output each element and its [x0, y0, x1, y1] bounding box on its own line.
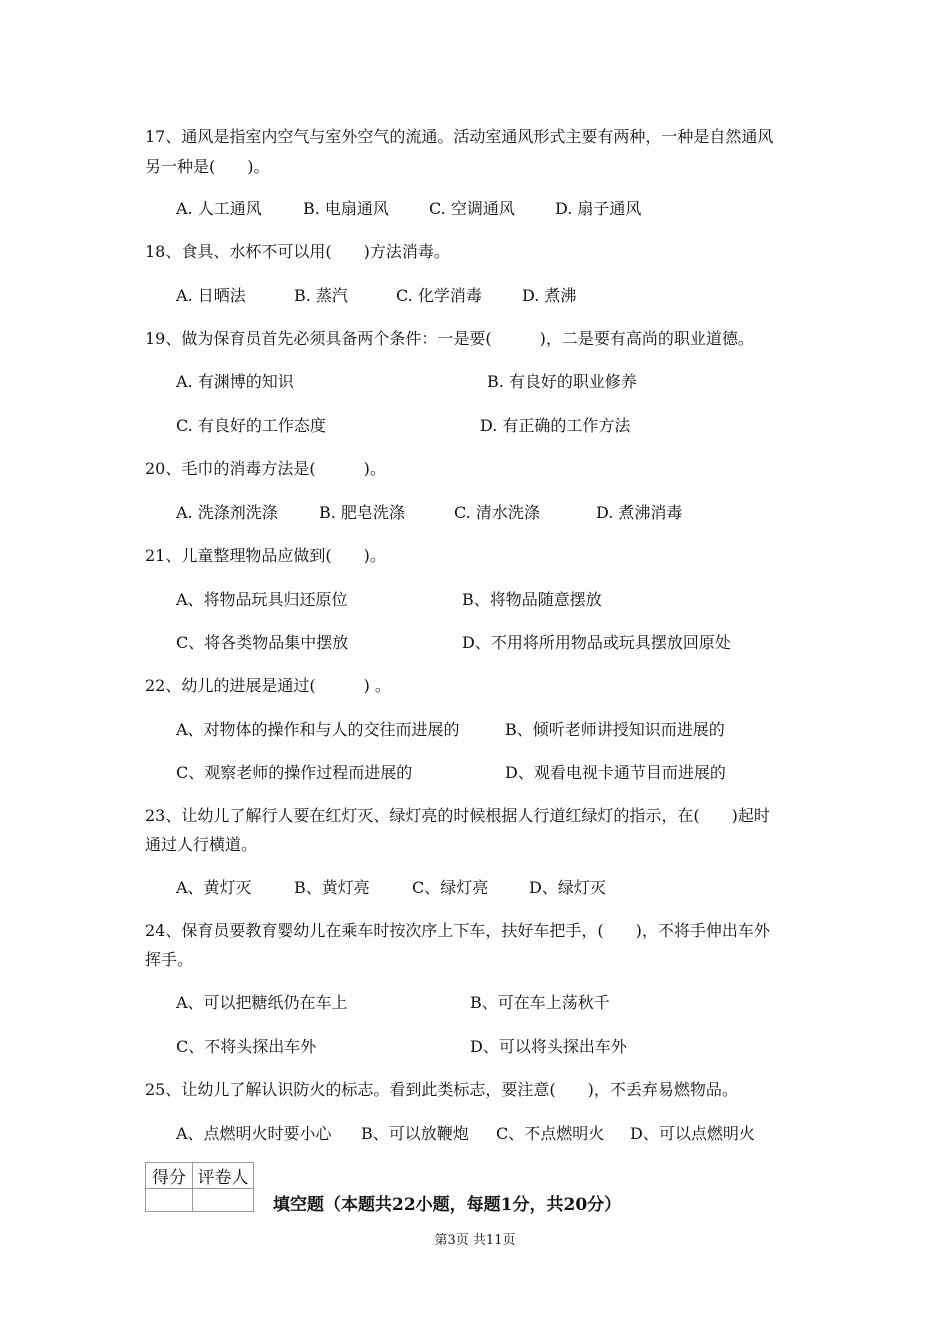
- question-18-option-a: A. 日晒法: [176, 286, 246, 305]
- question-22-line-1: 22、幼儿的进展是通过( ) 。: [145, 676, 391, 695]
- section-title: 填空题（本题共22小题，每题1分，共20分）: [273, 1195, 622, 1215]
- question-25-option-b: B、可以放鞭炮: [361, 1124, 469, 1143]
- question-23-option-d: D、绿灯灭: [529, 878, 606, 897]
- reviewer-label: 评卷人: [193, 1163, 254, 1189]
- question-17-option-b: B. 电扇通风: [303, 199, 389, 218]
- question-20-option-b: B. 肥皂洗涤: [319, 503, 405, 522]
- score-table: [145, 1162, 254, 1212]
- question-17-line-2: 另一种是( )。: [145, 157, 270, 176]
- question-17-option-a: A. 人工通风: [176, 199, 262, 218]
- question-23-line-2: 通过人行横道。: [145, 835, 258, 854]
- question-23-option-b: B、黄灯亮: [294, 878, 370, 897]
- question-22-option-c: C、观察老师的操作过程而进展的: [176, 763, 413, 782]
- score-label: 得分: [146, 1163, 193, 1189]
- question-24-option-a: A、可以把糖纸仍在车上: [176, 993, 348, 1012]
- question-22-option-d: D、观看电视卡通节目而进展的: [505, 763, 726, 782]
- question-21-line-1: 21、儿童整理物品应做到( )。: [145, 546, 386, 565]
- score-cell: [146, 1189, 193, 1212]
- question-19-option-b: B. 有良好的职业修养: [487, 372, 637, 391]
- question-20-option-c: C. 清水洗涤: [454, 503, 540, 522]
- question-25-line-1: 25、让幼儿了解认识防火的标志。看到此类标志，要注意( )，不丢弃易燃物品。: [145, 1080, 738, 1099]
- page-footer: 第3页 共11页: [434, 1233, 516, 1248]
- question-25-option-c: C、不点燃明火: [496, 1124, 605, 1143]
- question-24-line-2: 挥手。: [145, 950, 194, 969]
- question-19-option-c: C. 有良好的工作态度: [176, 416, 326, 435]
- question-21-option-c: C、将各类物品集中摆放: [176, 633, 349, 652]
- question-24-line-1: 24、保育员要教育婴幼儿在乘车时按次序上下车，扶好车把手，( )，不将手伸出车外: [145, 921, 770, 940]
- question-23-option-a: A、黄灯灭: [176, 878, 252, 897]
- question-17-option-c: C. 空调通风: [429, 199, 515, 218]
- question-24-option-c: C、不将头探出车外: [176, 1037, 317, 1056]
- question-17-option-d: D. 扇子通风: [555, 199, 642, 218]
- question-23-line-1: 23、让幼儿了解行人要在红灯灭、绿灯亮的时候根据人行道红绿灯的指示，在( )起时: [145, 806, 770, 825]
- question-25-option-a: A、点燃明火时要小心: [176, 1124, 332, 1143]
- question-18-option-b: B. 蒸汽: [294, 286, 348, 305]
- question-21-option-b: B、将物品随意摆放: [462, 590, 602, 609]
- question-19-option-d: D. 有正确的工作方法: [480, 416, 631, 435]
- question-21-option-d: D、不用将所用物品或玩具摆放回原处: [462, 633, 731, 652]
- question-25-option-d: D、可以点燃明火: [630, 1124, 755, 1143]
- question-20-option-a: A. 洗涤剂洗涤: [176, 503, 278, 522]
- question-22-option-b: B、倾听老师讲授知识而进展的: [505, 720, 725, 739]
- question-18-option-d: D. 煮沸: [522, 286, 577, 305]
- question-17-line-1: 17、通风是指室内空气与室外空气的流通。活动室通风形式主要有两种，一种是自然通风: [145, 127, 774, 146]
- question-21-option-a: A、将物品玩具归还原位: [176, 590, 348, 609]
- question-19-option-a: A. 有渊博的知识: [176, 372, 294, 391]
- reviewer-cell: [193, 1189, 254, 1212]
- question-24-option-d: D、可以将头探出车外: [470, 1037, 627, 1056]
- question-23-option-c: C、绿灯亮: [412, 878, 489, 897]
- question-19-line-1: 19、做为保育员首先必须具备两个条件：一是要( )，二是要有高尚的职业道德。: [145, 329, 754, 348]
- question-20-line-1: 20、毛巾的消毒方法是( )。: [145, 459, 386, 478]
- question-22-option-a: A、对物体的操作和与人的交往而进展的: [176, 720, 460, 739]
- question-24-option-b: B、可在车上荡秋千: [470, 993, 610, 1012]
- question-18-line-1: 18、食具、水杯不可以用( )方法消毒。: [145, 242, 450, 261]
- question-18-option-c: C. 化学消毒: [396, 286, 482, 305]
- question-20-option-d: D. 煮沸消毒: [596, 503, 683, 522]
